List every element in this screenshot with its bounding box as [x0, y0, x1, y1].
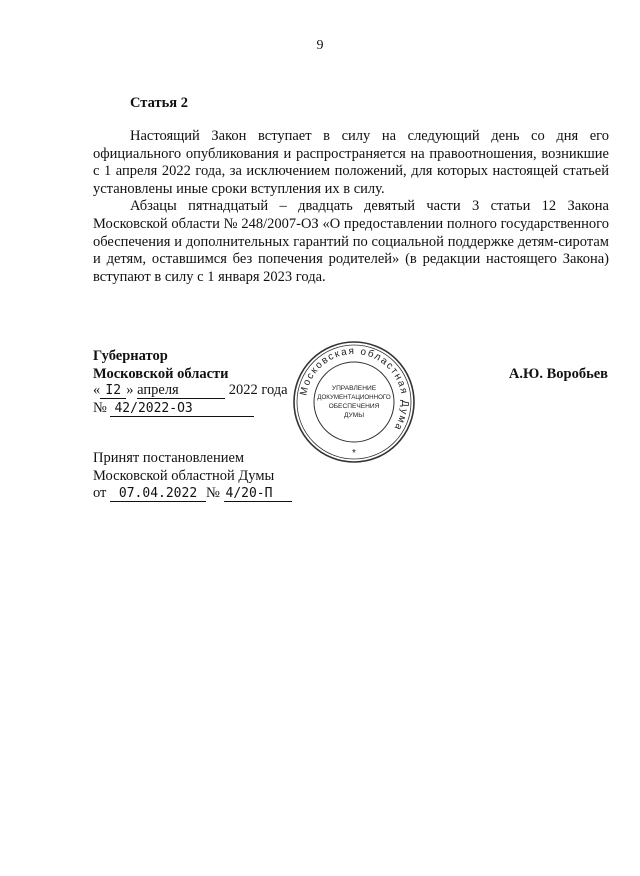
adoption-reference	[93, 485, 292, 503]
seal-ring-textpath: Московская областная Дума	[298, 345, 411, 434]
signature-date-line	[93, 382, 288, 399]
adoption-number-sign: №	[206, 485, 220, 502]
adoption-date-field: 07.04.2022	[110, 486, 206, 502]
seal-center-line-2: ДОКУМЕНТАЦИОННОГО	[317, 394, 391, 401]
signer-title	[93, 348, 229, 383]
article-paragraph-1: Настоящий Закон вступает в силу на следующий день со дня его официального опубликования и распространяется на правоотношения, возникшие с 1 апреля 2022 года, за исключением положений, для которых настоящей статьей установлены иные сроки вступления их в силу.	[93, 128, 609, 197]
date-month-field: апреля	[137, 383, 225, 399]
seal-center-line-3: ОБЕСПЕЧЕНИЯ	[328, 403, 380, 410]
date-day-field: I2	[100, 383, 126, 399]
signer-name: А.Ю. Воробьев	[508, 366, 608, 382]
official-seal	[290, 338, 418, 466]
adoption-line-2: Московской областной Думы	[93, 467, 275, 484]
seal-center-line-1: УПРАВЛЕНИЕ	[331, 385, 377, 392]
date-close-quote: »	[126, 382, 134, 398]
law-number-field: 42/2022-ОЗ	[110, 401, 254, 417]
seal-star-icon: *	[352, 448, 356, 459]
page-number: 9	[316, 38, 324, 53]
article-paragraph-2: Абзацы пятнадцатый – двадцать девятый части 3 статьи 12 Закона Московской области № 248/2007-ОЗ «О предоставлении полного государственного обеспечения и дополнительных гарантий по социальной поддержке детям-сиротам и детям, оставшимся без попечения родителей» (в редакции настоящего Закона) вступают в силу с 1 января 2023 года.	[93, 198, 609, 285]
article-title: Статья 2	[130, 95, 188, 111]
seal-center-line-4: ДУМЫ	[343, 412, 365, 419]
article-body	[93, 128, 609, 286]
signer-title-line-2: Московской области	[93, 365, 229, 382]
adoption-line-1: Принят постановлением	[93, 450, 245, 466]
adoption-from-label: от	[93, 485, 107, 502]
law-number-line	[93, 400, 254, 417]
seal-outer-ring	[294, 342, 414, 462]
seal-inner-ring	[314, 362, 394, 442]
law-number-sign: №	[93, 400, 107, 416]
date-open-quote: «	[93, 382, 101, 398]
signer-title-line-1: Губернатор	[93, 348, 168, 364]
adoption-number-field: 4/20-П	[224, 486, 292, 502]
date-year: 2022 года	[228, 382, 288, 398]
adoption-block	[93, 450, 292, 503]
